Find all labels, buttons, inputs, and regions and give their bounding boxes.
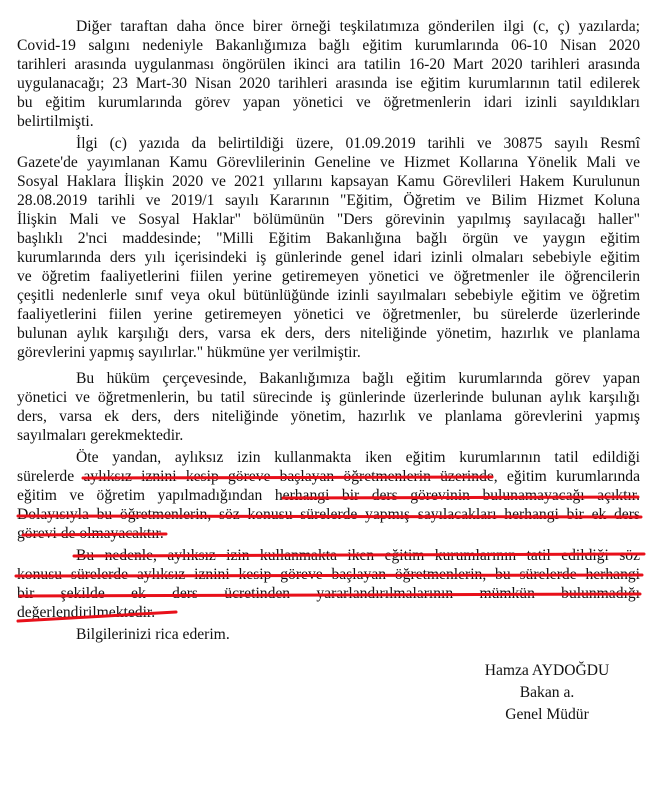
text-line: sürelerde aylıksız iznini kesip göreve başlayan öğretmenlerin üzerinde, eğitim kurumlarında (17, 468, 640, 485)
text-line: Öte yandan, aylıksız izin kullanmakta iken eğitim kurumlarının tatil edildiği (76, 449, 640, 466)
text-line: sayılmaları gerekmektedir. (17, 427, 184, 444)
text-line: Bu nedenle, aylıksız izin kullanmakta iken eğitim kurumlarının tatil edildiği söz (76, 547, 640, 564)
text-line: faaliyetlerini fiilen yerine getiremeyen yönetici ve öğretmenler, bu sürelerde üzerlerinde (17, 306, 640, 323)
text-line: Gazete'de yayımlanan Kamu Görevlilerinin Geneline ve Hizmet Kollarına Yönelik Mali ve (17, 154, 640, 171)
text-line: ve öğretim faaliyetlerini fiilen yerine getiremeyen yönetici ve öğretmenler ile öğrencilerin (17, 268, 640, 285)
paragraph (17, 546, 640, 622)
text-line: Sosyal Haklara İlişkin 2020 ve 2021 yıllarını kapsayan Kamu Görevlileri Hakem Kurulunun (17, 173, 640, 190)
paragraph (17, 369, 640, 445)
text-line: değerlendirilmektedir. (17, 604, 156, 621)
text-line: Bilgilerinizi rica ederim. (76, 626, 230, 643)
text-line: bu eğitim kurumlarında görev yapan yönetici ve öğretmenlerin idari izinli sayıldıkları (17, 94, 640, 111)
signatory-name: Hamza AYDOĞDU (484, 662, 610, 679)
text-line: yönetici ve öğretmenlerin, bu tatil sürecinde iş günlerinde üzerlerinde bulunan aylık karşılığı (17, 389, 640, 406)
text-line: ders, varsa ek ders, ders niteliğinde yönetim, hazırlık ve planlama görevlerini yapmış (17, 408, 640, 425)
paragraph (17, 448, 640, 543)
text-line: eğitim ve öğretim yapılmadığından herhangi bir ders görevinin bulunamayacağı açıktır. (17, 487, 640, 504)
document-body (17, 17, 640, 644)
text-line: Covid-19 salgını nedeniyle Bakanlığımıza bağlı eğitim kurumlarında 06-10 Nisan 2020 (17, 37, 640, 54)
signature-block (447, 660, 647, 726)
text-line: kurumlarında ders yılı içerisindeki iş günlerinde genel idari izinli olmaları sebebiyle eğitim (17, 249, 640, 266)
paragraph (17, 17, 640, 131)
signatory-on-behalf: Bakan a. (519, 684, 575, 701)
text-line: bulunan aylık karşılığı ders, varsa ek ders, ders niteliğinde yönetim, hazırlık ve planlama (17, 325, 640, 342)
text-line: Dolayısıyla bu öğretmenlerin, söz konusu sürelerde yapmış sayılacakları herhangi bir ek ders (17, 506, 640, 523)
text-line: İlgi (c) yazıda da belirtildiği üzere, 01.09.2019 tarihli ve 30875 sayılı Resmî (76, 135, 640, 152)
text-line: Bu hüküm çerçevesinde, Bakanlığımıza bağlı eğitim kurumlarında görev yapan (76, 370, 640, 387)
text-line: 28.08.2019 tarihli ve 2019/1 sayılı Kararının "Eğitim, Öğretim ve Bilim Hizmet Koluna (17, 192, 640, 209)
text-line: başlıklı 2'nci maddesinde; "Milli Eğitim Bakanlığına bağlı örgün ve yaygın eğitim (17, 230, 640, 247)
text-line: çeşitli nedenlerle sınıf veya okul bütünlüğünde izinli sayılmaları sebebiyle eğitim ve öğretim (17, 287, 640, 304)
text-line: konusu sürelerde aylıksız iznini kesip göreve başlayan öğretmenlerin, bu sürelerde herhangi (17, 566, 640, 583)
text-line: görevlerini yapmış sayılırlar." hükmüne yer verilmiştir. (17, 344, 361, 361)
paragraph (17, 134, 640, 362)
paragraph (17, 625, 640, 644)
text-line: Diğer taraftan daha önce birer örneği teşkilatımıza gönderilen ilgi (c, ç) yazılarda; (76, 18, 640, 35)
text-line: görevi de olmayacaktır. (17, 525, 164, 542)
text-line: belirtilmişti. (17, 113, 94, 130)
text-line: bir şekilde ek ders ücretinden yararlandırılmalarının mümkün bulunmadığı (17, 585, 640, 602)
signatory-title: Genel Müdür (505, 706, 589, 723)
text-line: tarihleri arasında uygulanması öngörülen ikinci ara tatilin 16-20 Mart 2020 tarihleri arasında (17, 56, 640, 73)
text-line: uygulanacağı; 23 Mart-30 Nisan 2020 tarihleri arasında ise eğitim kurumlarının tatil edilerek (17, 75, 640, 92)
text-line: İlişkin Mali ve Sosyal Haklar" bölümünün "Ders görevinin yapılmış sayılacağı haller" (17, 211, 640, 228)
